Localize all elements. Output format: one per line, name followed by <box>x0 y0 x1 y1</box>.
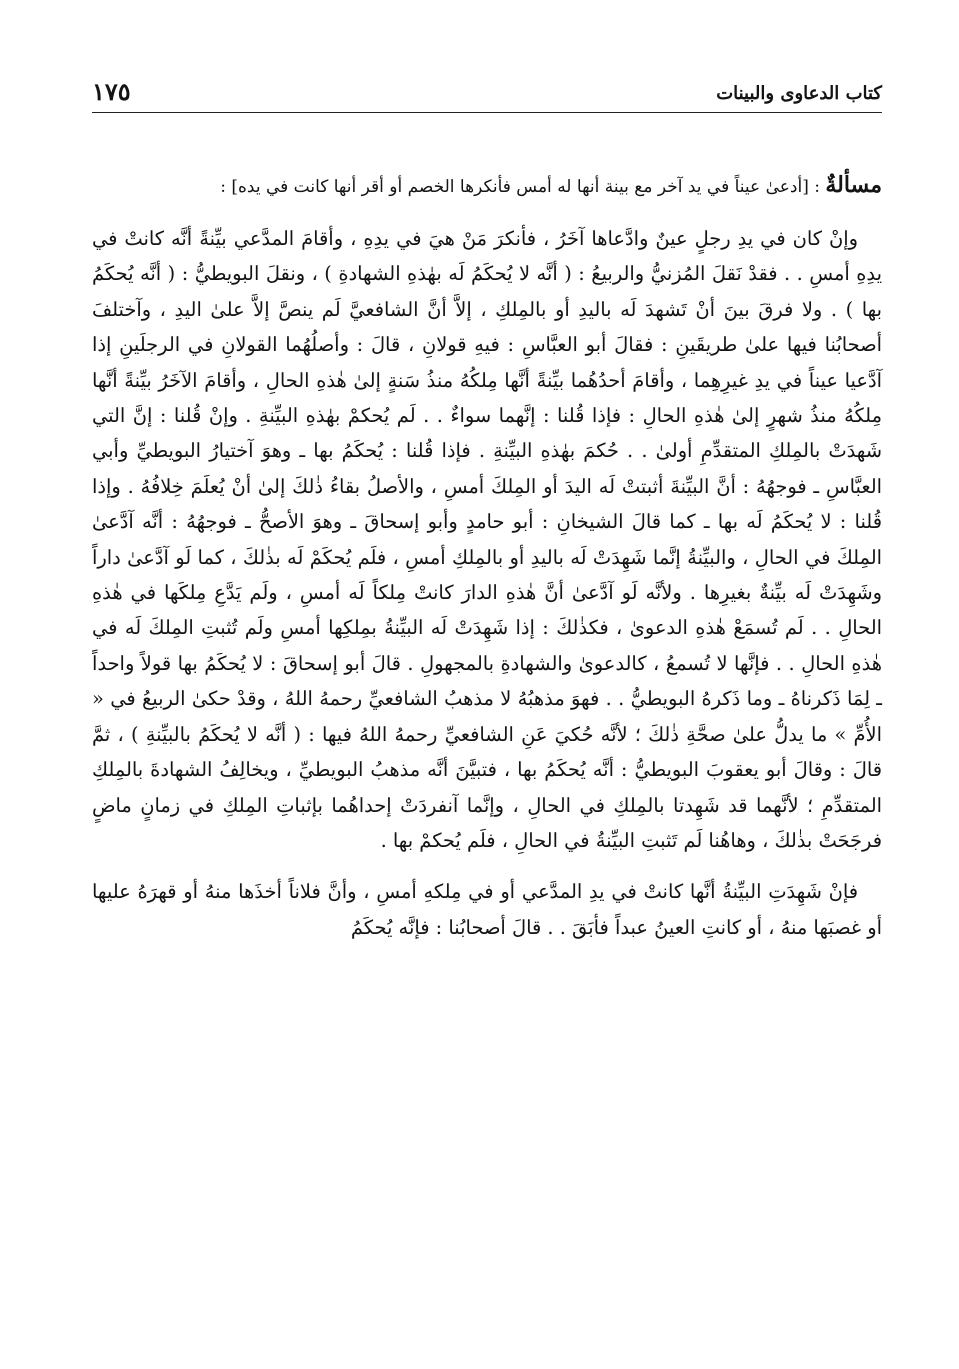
body-paragraph-2: فإنْ شَهِدَتِ البيِّنةُ أنَّها كانتْ في يدِ المدَّعي أو في مِلكهِ أمسِ ، وأنَّ فلاناً أخذَها منهُ أو قهرَهُ عليها أو غصبَها منهُ ، أو كانتِ العينُ عبداً فأبَقَ . . قالَ أصحابُنا : فإنَّه يُحكَمُ <box>92 880 882 939</box>
book-page <box>92 72 882 1342</box>
page-number: ١٧٥ <box>92 77 131 106</box>
question-heading <box>92 171 882 201</box>
running-title: كتاب الدعاوى والبينات <box>716 83 882 104</box>
body-paragraph-1: وإنْ كان في يدِ رجلٍ عينٌ وادَّعاها آخَرُ ، فأنكرَ مَنْ هيَ في يدِهِ ، وأقامَ المدَّعي بيِّنةً أنَّه كانتْ في يدِهِ أمسِ . . فقدْ نَقلَ المُزنيُّ والربيعُ : ( أنَّه لا يُحكَمُ لَه بهٰذهِ الشهادةِ ) ، ونقلَ البويطيُّ : ( أنَّه يُحكَمُ بها ) . ولا فرقَ بينَ أنْ تَشهدَ لَه باليدِ أو بالمِلكِ ، إلاَّ أنَّ الشافعيَّ لَم ينصَّ إلاَّ علىٰ اليدِ ، وآختلفَ أصحابُنا فيها علىٰ طريقَينِ : فقالَ أبو العبَّاسِ : فيهِ قولانِ ، قالَ : وأصلُهُما القولانِ في الرجلَينِ إذا آدَّعيا عيناً في يدِ غيرِهِما ، وأقامَ أحدُهُما بيِّنةً أنَّها مِلكُهُ منذُ سَنةٍ إلىٰ هٰذهِ الحالِ ، وأقامَ الآخَرُ بيِّنةً أنَّها مِلكُهُ منذُ شهرٍ إلىٰ هٰذهِ الحالِ : فإذا قُلنا : إنَّهما سواءٌ . . لَم يُحكمْ بهٰذهِ البيِّنةِ . وإنْ قُلنا : إنَّ التي شَهدَتْ بالمِلكِ المتقدِّمِ أولىٰ . . حُكمَ بهٰذهِ البيِّنةِ . فإذا قُلنا : يُحكَمُ بها ـ وهوَ آختيارُ البويطيِّ وأبي العبَّاسِ ـ فوجهُهُ : أنَّ البيِّنةَ أثبتتْ لَه اليدَ أو المِلكَ أمسِ ، والأصلُ بقاءُ ذٰلكَ إلىٰ أنْ يُعلَمَ خِلافُهُ . وإذا قُلنا : لا يُحكَمُ لَه بها ـ كما قالَ الشيخانِ : أبو حامدٍ وأبو إسحاقَ ـ وهوَ الأصحُّ ـ فوجهُهُ : أنَّه آدَّعىٰ المِلكَ في الحالِ ، والبيِّنةُ إنَّما شَهِدَتْ لَه باليدِ أو بالمِلكِ أمسِ ، فلَم يُحكَمْ لَه بذٰلكَ ، كما لَو آدَّعىٰ داراً وشَهِدَتْ لَه بيِّنةٌ بغيرِها . ولأنَّه لَو آدَّعىٰ أنَّ هٰذهِ الدارَ كانتْ مِلكاً لَه أمسِ ، ولَم يَدَّعِ مِلكَها في هٰذهِ الحالِ . . لَم تُسمَعْ هٰذهِ الدعوىٰ ، فكذٰلكَ : إذا شَهِدَتْ لَه البيِّنةُ بمِلكِها أمسِ ولَم تُثبتِ المِلكَ لَه في هٰذهِ الحالِ . . فإنَّها لا تُسمعُ ، كالدعوىٰ والشهادةِ بالمجهولِ . قالَ أبو إسحاقَ : لا يُحكَمُ بها قولاً واحداً ـ لِمَا ذَكرناهُ ـ وما ذَكرهُ البويطيُّ . . فهوَ مذهبُهُ لا مذهبُ الشافعيِّ رحمهُ اللهُ ، وقدْ حكىٰ الربيعُ في « الأُمِّ » ما يدلُّ علىٰ صحَّةِ ذٰلكَ ؛ لأنَّه حُكيَ عَنِ الشافعيِّ رحمهُ اللهُ فيها : ( أنَّه لا يُحكَمُ بالبيِّنةِ ) ، ثمَّ قالَ : وقالَ أبو يعقوبَ البويطيُّ : أنَّه يُحكَمُ بها ، فتبيَّنَ أنَّه مذهبُ البويطيِّ ، ويخالِفُ الشهادةَ بالمِلكِ المتقدِّمِ ؛ لأنَّهما قد شَهِدتا بالمِلكِ في الحالِ ، وإنَّما آنفردَتْ إحداهُما بإثباتِ المِلكِ في زمانٍ ماضٍ فرجَحَتْ بذٰلكَ ، وهاهُنا لَم تَثبتِ البيِّنةُ في الحالِ ، فلَم يُحكمْ بها . <box>92 227 882 852</box>
page-header <box>92 72 882 113</box>
question-label: مسألةٌ <box>825 172 882 198</box>
question-text: : [أدعىٰ عيناً في يد آخر مع بينة أنها له أمس فأنكرها الخصم أو أقر أنها كانت في يده] : <box>220 177 826 197</box>
